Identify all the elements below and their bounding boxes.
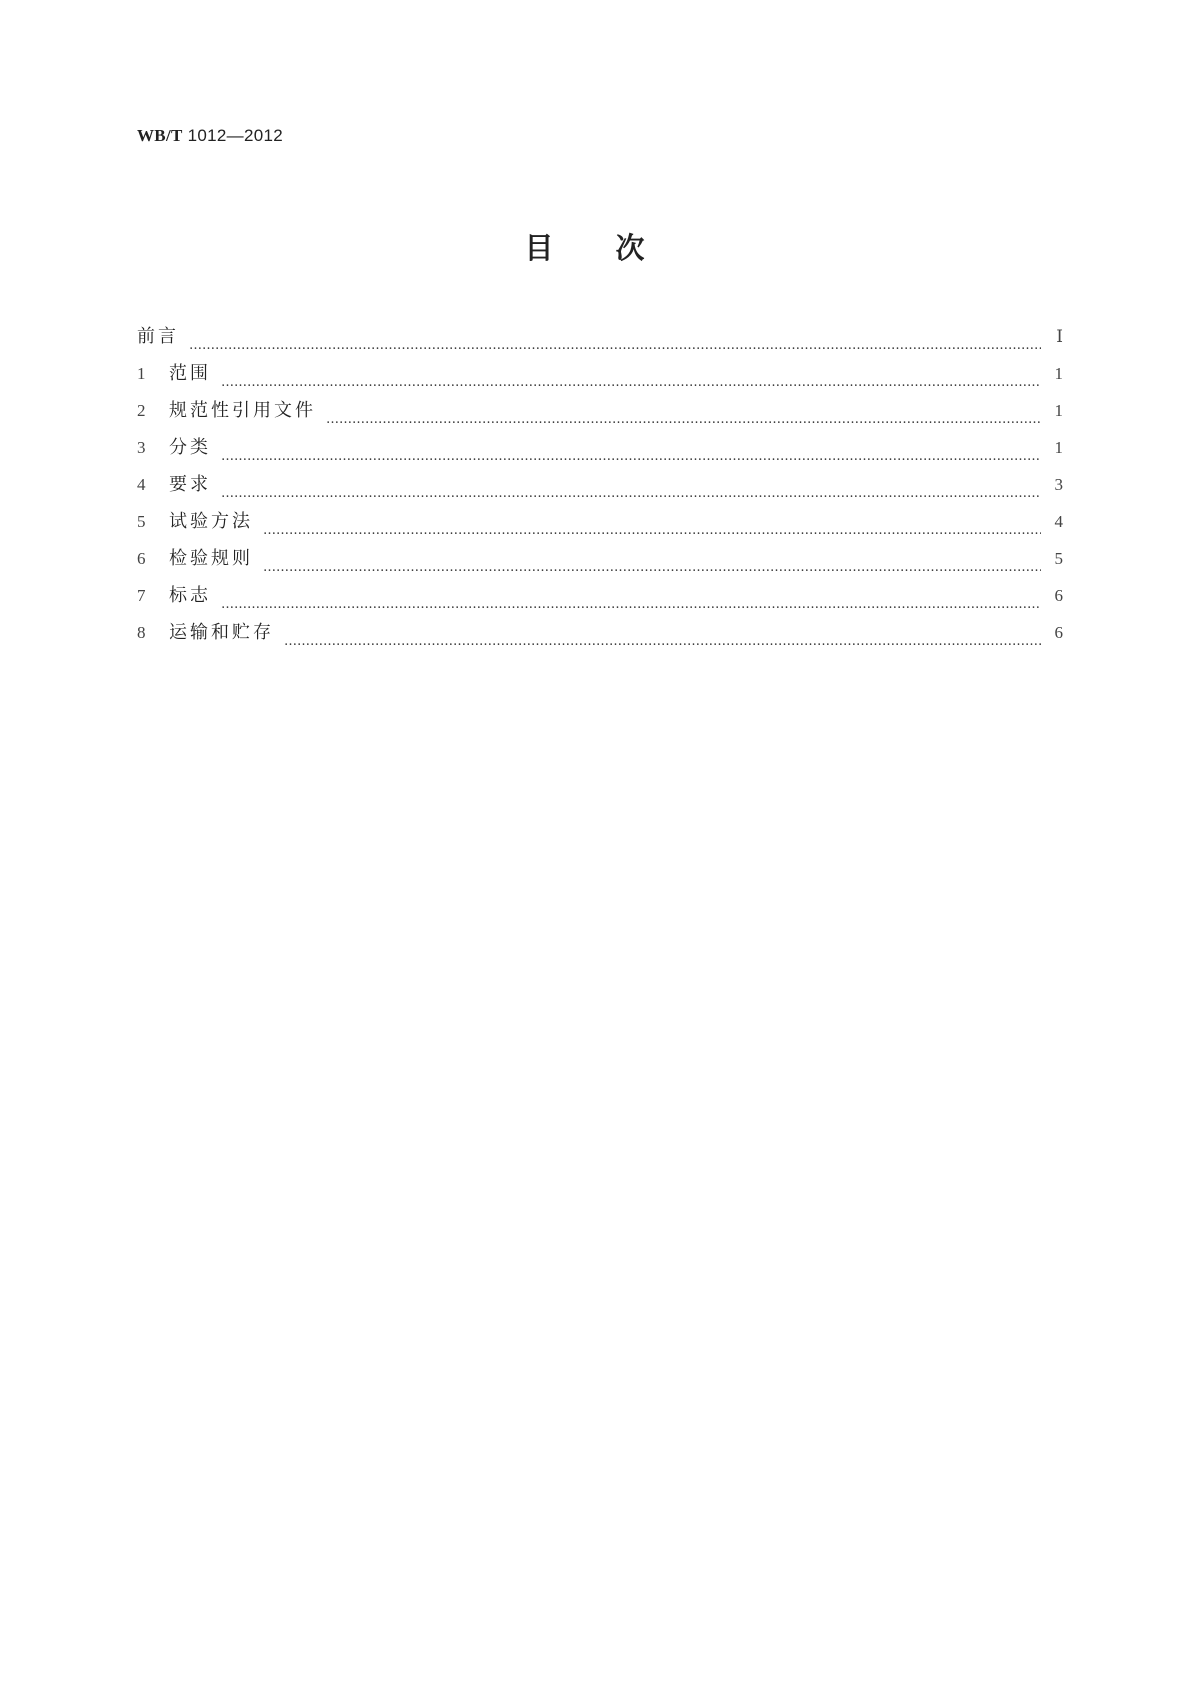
toc-entry-number: 8 <box>137 623 146 642</box>
toc-entry-transport-storage[interactable] <box>137 618 1063 655</box>
standard-prefix: WB/T <box>137 126 183 145</box>
document-code <box>137 126 283 146</box>
toc-entry-test-methods[interactable] <box>137 507 1063 544</box>
toc-entry-label: 分类 <box>169 437 211 458</box>
toc-dot-leader <box>326 407 1041 427</box>
toc-entry-page: Ⅰ <box>1056 327 1063 346</box>
toc-title: 目次 <box>524 231 707 265</box>
toc-entry-number: 3 <box>137 438 146 457</box>
toc-entry-inspection-rules[interactable] <box>137 544 1063 581</box>
toc-entry-page: 5 <box>1054 549 1063 568</box>
toc-entry-page: 1 <box>1054 438 1063 457</box>
toc-dot-leader <box>221 481 1041 501</box>
toc-entry-page: 1 <box>1054 401 1063 420</box>
toc-entry-foreword[interactable] <box>137 322 1063 359</box>
toc-entry-page: 1 <box>1054 364 1063 383</box>
toc-entry-label: 范围 <box>169 363 211 384</box>
toc-entry-scope[interactable] <box>137 359 1063 396</box>
toc-dot-leader <box>189 333 1041 353</box>
toc-dot-leader <box>221 444 1041 464</box>
toc-dot-leader <box>263 555 1041 575</box>
toc-entry-label: 运输和贮存 <box>169 622 274 643</box>
toc-dot-leader <box>221 370 1041 390</box>
toc-entry-number: 1 <box>137 364 146 383</box>
toc-dot-leader <box>263 518 1041 538</box>
toc-entry-label: 要求 <box>169 474 211 495</box>
toc-entry-classification[interactable] <box>137 433 1063 470</box>
toc-dot-leader <box>284 629 1041 649</box>
toc-entry-number: 2 <box>137 401 146 420</box>
toc-entry-page: 3 <box>1054 475 1063 494</box>
toc-entry-label: 规范性引用文件 <box>169 400 316 421</box>
toc-entry-label: 标志 <box>169 585 211 606</box>
toc-entry-number: 7 <box>137 586 146 605</box>
toc-entry-number: 5 <box>137 512 146 531</box>
toc-entry-normative-references[interactable] <box>137 396 1063 433</box>
toc-entry-requirements[interactable] <box>137 470 1063 507</box>
table-of-contents <box>137 322 1063 655</box>
toc-entry-label: 检验规则 <box>169 548 253 569</box>
toc-entry-label: 前言 <box>137 326 179 347</box>
standard-number: 1012—2012 <box>187 126 283 145</box>
toc-entry-number: 4 <box>137 475 146 494</box>
toc-entry-page: 6 <box>1054 586 1063 605</box>
toc-entry-label: 试验方法 <box>169 511 253 532</box>
toc-entry-page: 4 <box>1054 512 1063 531</box>
toc-entry-marking[interactable] <box>137 581 1063 618</box>
toc-entry-page: 6 <box>1054 623 1063 642</box>
toc-dot-leader <box>221 592 1041 612</box>
toc-entry-number: 6 <box>137 549 146 568</box>
